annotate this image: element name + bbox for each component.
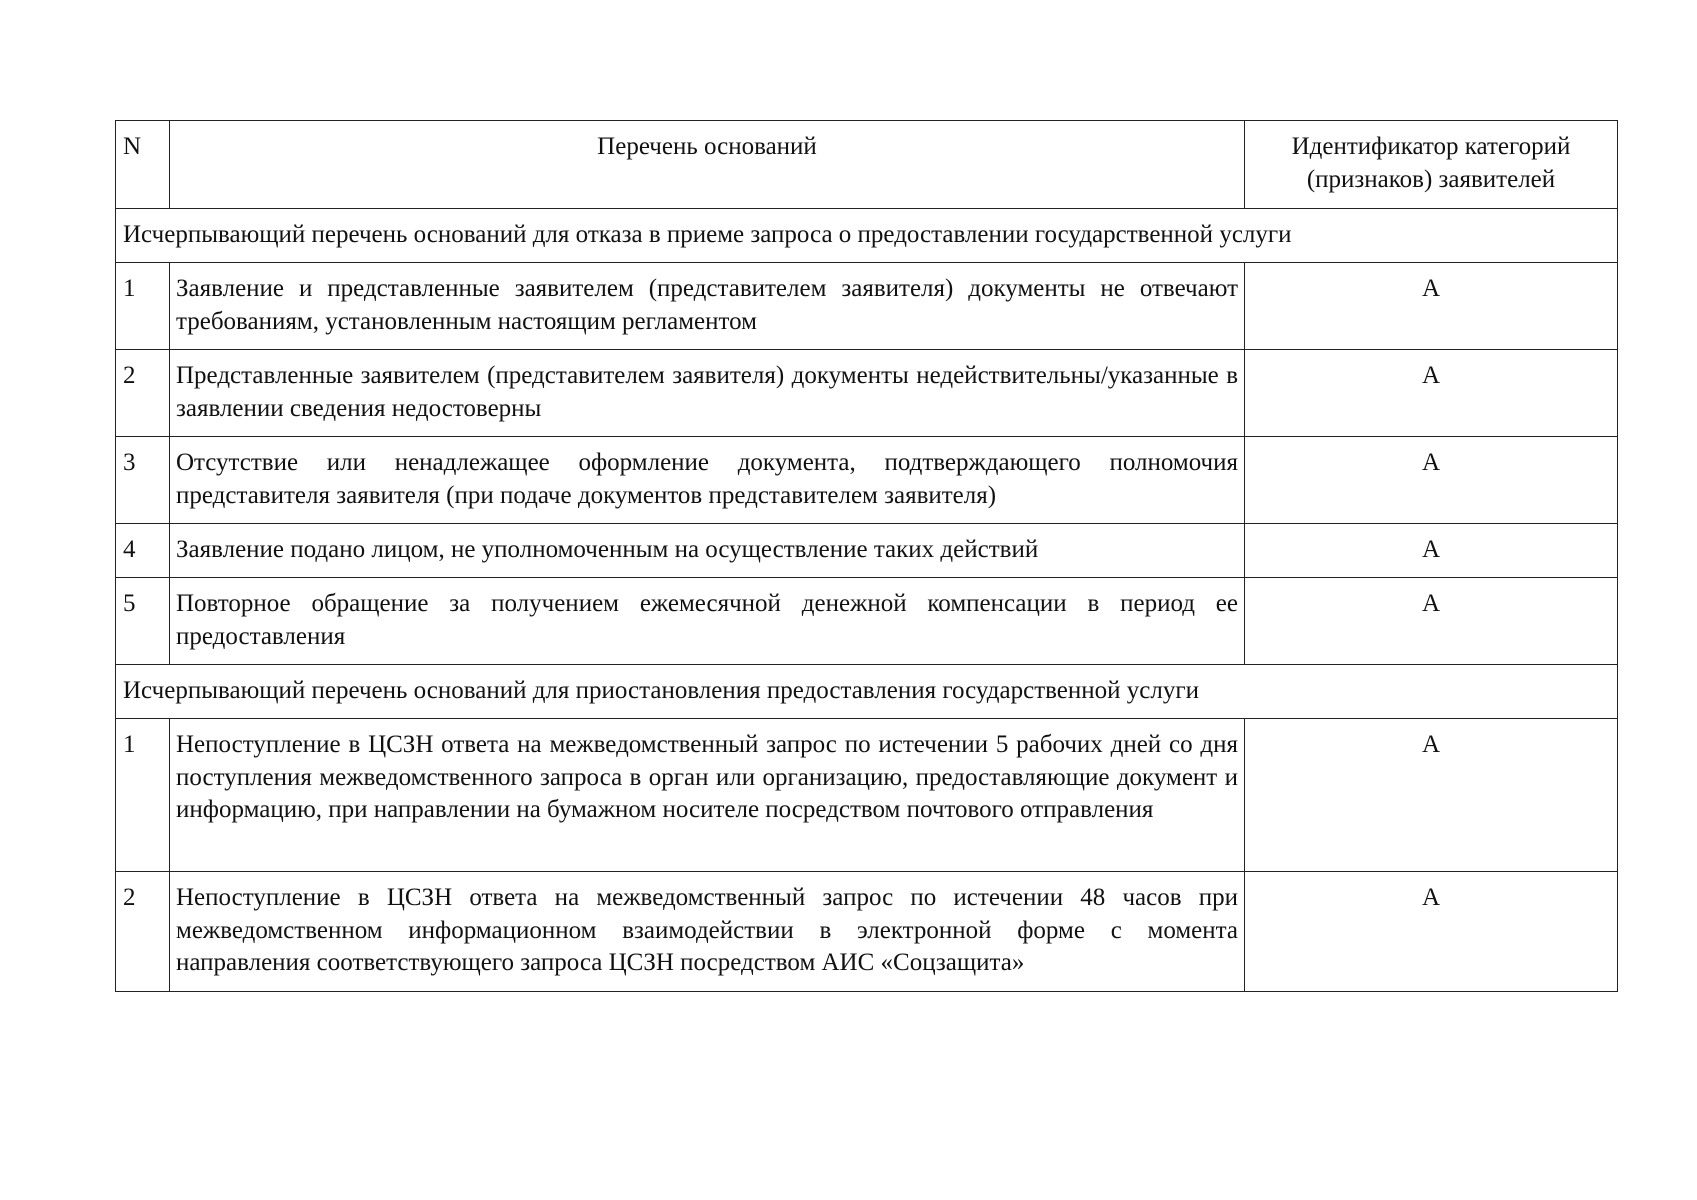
row-num: 4: [116, 524, 170, 578]
row-identifier: А: [1245, 872, 1618, 992]
header-identifier-line2: (признаков) заявителей: [1306, 165, 1556, 193]
row-identifier: А: [1245, 719, 1618, 872]
row-text: Заявление подано лицом, не уполномоченным на осуществление таких действий: [170, 524, 1245, 578]
row-text: Отсутствие или ненадлежащее оформление документа, подтверждающего полномочия представителя заявителя (при подаче документов представителем заявителя): [170, 437, 1245, 524]
row-text: Непоступление в ЦСЗН ответа на межведомственный запрос по истечении 5 рабочих дней со дня поступления межведомственного запроса в орган или организацию, предоставляющие документ и информацию, при направлении на бумажном носителе посредством почтового отправления: [170, 719, 1245, 872]
row-text: Непоступление в ЦСЗН ответа на межведомственный запрос по истечении 48 часов при межведомственном информационном взаимодействии в электронной форме с момента направления соответствующего запроса ЦСЗН посредством АИС «Соцзащита»: [170, 872, 1245, 992]
table-row: [116, 719, 1618, 872]
row-num: 1: [116, 263, 170, 350]
row-num: 2: [116, 350, 170, 437]
row-identifier: А: [1245, 578, 1618, 665]
table-row: [116, 872, 1618, 992]
header-identifier: [1245, 121, 1618, 209]
header-identifier-line1: Идентификатор категорий: [1291, 133, 1571, 160]
row-num: 5: [116, 578, 170, 665]
grounds-table: [115, 120, 1618, 992]
table-row: [116, 263, 1618, 350]
row-num: 3: [116, 437, 170, 524]
row-text: Заявление и представленные заявителем (представителем заявителя) документы не отвечают требованиям, установленным настоящим регламентом: [170, 263, 1245, 350]
table-row: [116, 524, 1618, 578]
row-text: Повторное обращение за получением ежемесячной денежной компенсации в период ее предоставления: [170, 578, 1245, 665]
section-title: Исчерпывающий перечень оснований для приостановления предоставления государственной услуги: [116, 665, 1618, 719]
section-title-row: [116, 665, 1618, 719]
table-row: [116, 350, 1618, 437]
header-num: N: [116, 121, 170, 209]
row-text: Представленные заявителем (представителем заявителя) документы недействительны/указанные в заявлении сведения недостоверны: [170, 350, 1245, 437]
section-title: Исчерпывающий перечень оснований для отказа в приеме запроса о предоставлении государственной услуги: [116, 209, 1618, 263]
row-identifier: А: [1245, 263, 1618, 350]
table-row: [116, 578, 1618, 665]
table-row: [116, 437, 1618, 524]
row-num: 1: [116, 719, 170, 872]
row-num: 2: [116, 872, 170, 992]
table-header-row: [116, 121, 1618, 209]
section-title-row: [116, 209, 1618, 263]
row-identifier: А: [1245, 350, 1618, 437]
header-grounds: Перечень оснований: [170, 121, 1245, 209]
row-identifier: А: [1245, 437, 1618, 524]
row-identifier: А: [1245, 524, 1618, 578]
